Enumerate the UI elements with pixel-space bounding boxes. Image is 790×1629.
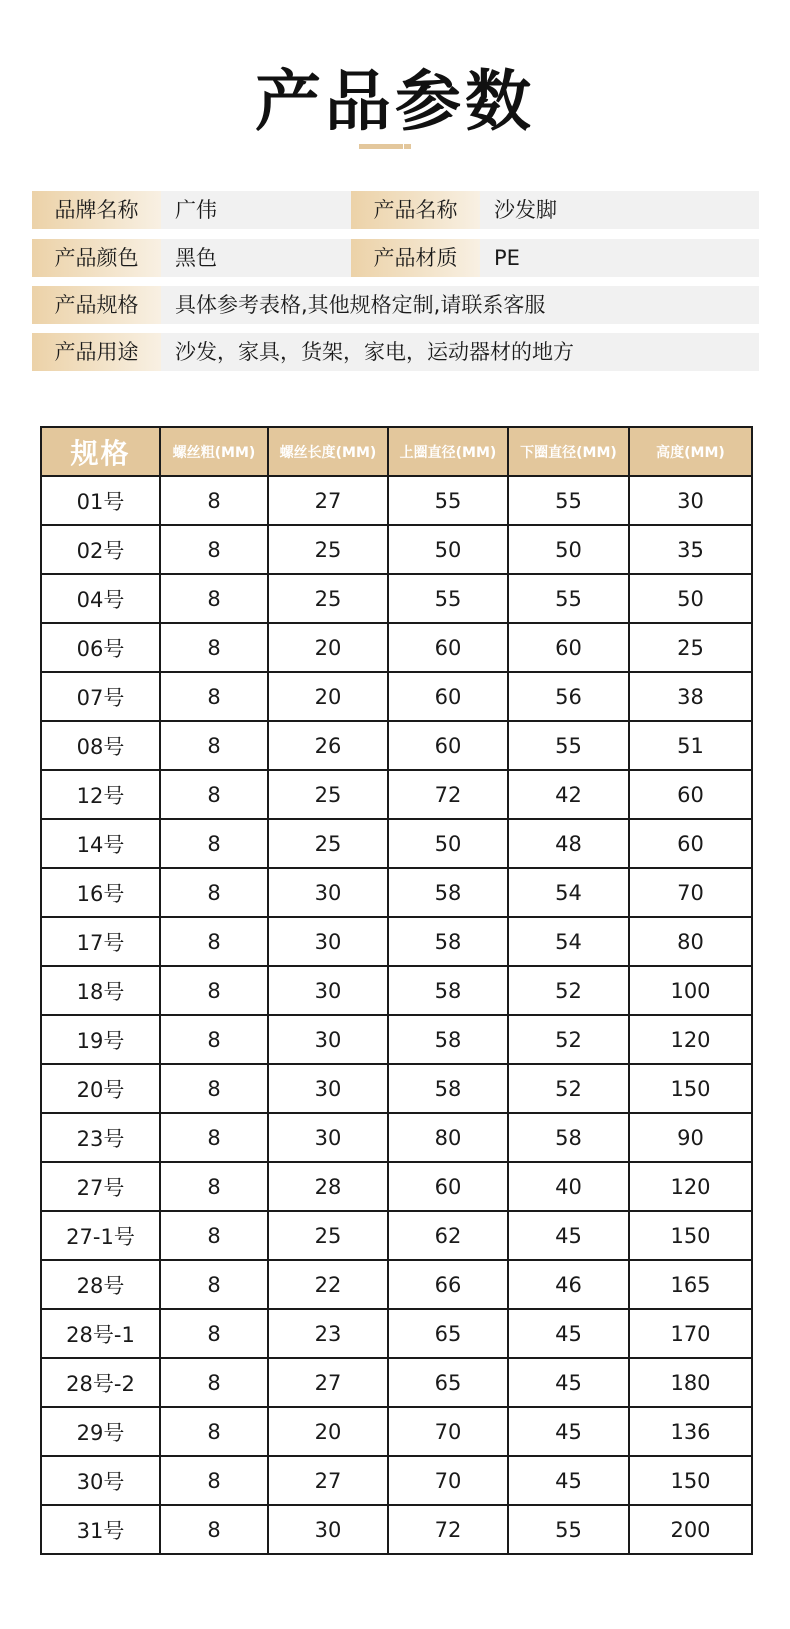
screw-thickness-cell: 8 <box>160 1309 268 1358</box>
screw-length-cell: 30 <box>268 966 388 1015</box>
bottom-ring-diameter-cell: 45 <box>508 1456 629 1505</box>
spec-cell: 23号 <box>41 1113 160 1162</box>
spec-value: 具体参考表格,其他规格定制,请联系客服 <box>161 286 759 324</box>
screw-length-cell: 30 <box>268 1113 388 1162</box>
color-value: 黑色 <box>161 239 351 277</box>
screw-length-cell: 28 <box>268 1162 388 1211</box>
bottom-ring-diameter-cell: 45 <box>508 1358 629 1407</box>
height-cell: 120 <box>629 1162 752 1211</box>
height-cell: 90 <box>629 1113 752 1162</box>
bottom-ring-diameter-cell: 42 <box>508 770 629 819</box>
top-ring-diameter-cell: 66 <box>388 1260 508 1309</box>
spec-cell: 12号 <box>41 770 160 819</box>
bottom-ring-diameter-cell: 45 <box>508 1211 629 1260</box>
top-ring-diameter-cell: 80 <box>388 1113 508 1162</box>
table-row <box>41 623 752 672</box>
bottom-ring-diameter-cell: 54 <box>508 868 629 917</box>
top-ring-diameter-cell: 60 <box>388 721 508 770</box>
height-cell: 100 <box>629 966 752 1015</box>
screw-thickness-cell: 8 <box>160 917 268 966</box>
screw-thickness-cell: 8 <box>160 721 268 770</box>
screw-thickness-cell: 8 <box>160 1358 268 1407</box>
screw-length-cell: 20 <box>268 623 388 672</box>
spec-cell: 18号 <box>41 966 160 1015</box>
header-row <box>41 427 752 476</box>
spec-table <box>40 426 753 1555</box>
color-label: 产品颜色 <box>32 239 161 277</box>
screw-thickness-cell: 8 <box>160 868 268 917</box>
spec-table-header <box>41 427 752 476</box>
bottom-ring-diameter-cell: 48 <box>508 819 629 868</box>
bottom-ring-diameter-cell: 55 <box>508 476 629 525</box>
screw-thickness-cell: 8 <box>160 1015 268 1064</box>
top-ring-diameter-cell: 62 <box>388 1211 508 1260</box>
table-row <box>41 574 752 623</box>
bottom-ring-diameter-cell: 52 <box>508 1015 629 1064</box>
spec-cell: 06号 <box>41 623 160 672</box>
usage-label: 产品用途 <box>32 333 161 371</box>
screw-thickness-cell: 8 <box>160 1260 268 1309</box>
spec-cell: 16号 <box>41 868 160 917</box>
height-cell: 51 <box>629 721 752 770</box>
bottom-ring-diameter-cell: 45 <box>508 1309 629 1358</box>
material-value: PE <box>480 239 759 277</box>
screw-length-cell: 30 <box>268 1505 388 1554</box>
spec-cell: 31号 <box>41 1505 160 1554</box>
height-cell: 180 <box>629 1358 752 1407</box>
product-name-value: 沙发脚 <box>480 191 759 229</box>
table-row <box>41 1309 752 1358</box>
height-cell: 165 <box>629 1260 752 1309</box>
screw-thickness-cell: 8 <box>160 1211 268 1260</box>
spec-header: 规格 <box>41 427 160 476</box>
table-row <box>41 1407 752 1456</box>
table-row <box>41 672 752 721</box>
table-row <box>41 1113 752 1162</box>
screw-thickness-cell: 8 <box>160 672 268 721</box>
spec-cell: 27-1号 <box>41 1211 160 1260</box>
bottom-ring-diameter-cell: 40 <box>508 1162 629 1211</box>
spec-cell: 20号 <box>41 1064 160 1113</box>
bottom-ring-diameter-cell: 56 <box>508 672 629 721</box>
height-cell: 120 <box>629 1015 752 1064</box>
height-cell: 136 <box>629 1407 752 1456</box>
height-cell: 80 <box>629 917 752 966</box>
spec-cell: 08号 <box>41 721 160 770</box>
screw-length-cell: 30 <box>268 917 388 966</box>
table-row <box>41 1358 752 1407</box>
top-ring-diameter-cell: 72 <box>388 770 508 819</box>
screw-thickness-cell: 8 <box>160 1064 268 1113</box>
table-row <box>41 1260 752 1309</box>
material-label: 产品材质 <box>351 239 480 277</box>
bottom-ring-diameter-cell: 50 <box>508 525 629 574</box>
product-name-label: 产品名称 <box>351 191 480 229</box>
table-row <box>41 525 752 574</box>
screw-thickness-cell: 8 <box>160 525 268 574</box>
spec-cell: 01号 <box>41 476 160 525</box>
spec-cell: 19号 <box>41 1015 160 1064</box>
table-row <box>41 1211 752 1260</box>
table-row <box>41 868 752 917</box>
brand-label: 品牌名称 <box>32 191 161 229</box>
spec-cell: 04号 <box>41 574 160 623</box>
bottom-ring-diameter-cell: 55 <box>508 574 629 623</box>
screw-thickness-cell: 8 <box>160 966 268 1015</box>
spec-cell: 29号 <box>41 1407 160 1456</box>
top-ring-diameter-cell: 70 <box>388 1407 508 1456</box>
bottom-ring-diameter-cell: 55 <box>508 1505 629 1554</box>
info-row-color-material <box>32 239 759 277</box>
screw-length-cell: 25 <box>268 574 388 623</box>
screw-thickness-cell: 8 <box>160 1113 268 1162</box>
info-row-brand-name <box>32 191 759 229</box>
bottom-ring-diameter-cell: 55 <box>508 721 629 770</box>
spec-cell: 28号-2 <box>41 1358 160 1407</box>
screw-thickness-cell: 8 <box>160 574 268 623</box>
screw-length-cell: 27 <box>268 1358 388 1407</box>
height-cell: 70 <box>629 868 752 917</box>
top-ring-diameter-cell: 50 <box>388 819 508 868</box>
height-cell: 150 <box>629 1456 752 1505</box>
height-cell: 150 <box>629 1211 752 1260</box>
top-ring-diameter-cell: 65 <box>388 1358 508 1407</box>
top-ring-diameter-cell: 60 <box>388 623 508 672</box>
screw-thickness-header: 螺丝粗(MM) <box>160 427 268 476</box>
table-row <box>41 721 752 770</box>
screw-length-cell: 30 <box>268 868 388 917</box>
top-ring-diameter-cell: 58 <box>388 917 508 966</box>
screw-length-cell: 20 <box>268 672 388 721</box>
brand-value: 广伟 <box>161 191 351 229</box>
table-row <box>41 1505 752 1554</box>
spec-cell: 27号 <box>41 1162 160 1211</box>
bottom-ring-diameter-cell: 52 <box>508 1064 629 1113</box>
height-cell: 25 <box>629 623 752 672</box>
bottom-ring-diameter-cell: 58 <box>508 1113 629 1162</box>
spec-cell: 14号 <box>41 819 160 868</box>
screw-thickness-cell: 8 <box>160 1162 268 1211</box>
height-cell: 38 <box>629 672 752 721</box>
spec-cell: 02号 <box>41 525 160 574</box>
bottom-ring-diameter-cell: 52 <box>508 966 629 1015</box>
bottom-ring-diameter-cell: 60 <box>508 623 629 672</box>
top-ring-diameter-cell: 60 <box>388 1162 508 1211</box>
top-ring-diameter-cell: 50 <box>388 525 508 574</box>
title-underline <box>359 144 403 149</box>
screw-length-cell: 25 <box>268 819 388 868</box>
table-row <box>41 1162 752 1211</box>
screw-thickness-cell: 8 <box>160 1505 268 1554</box>
top-ring-diameter-cell: 60 <box>388 672 508 721</box>
top-ring-diameter-cell: 58 <box>388 966 508 1015</box>
top-ring-diameter-cell: 55 <box>388 574 508 623</box>
screw-length-cell: 25 <box>268 770 388 819</box>
height-cell: 60 <box>629 819 752 868</box>
info-row-spec <box>32 286 759 324</box>
top-ring-diameter-cell: 72 <box>388 1505 508 1554</box>
table-row <box>41 476 752 525</box>
height-cell: 30 <box>629 476 752 525</box>
height-cell: 35 <box>629 525 752 574</box>
spec-cell: 28号-1 <box>41 1309 160 1358</box>
screw-length-cell: 30 <box>268 1064 388 1113</box>
height-cell: 170 <box>629 1309 752 1358</box>
top-ring-diameter-cell: 55 <box>388 476 508 525</box>
screw-length-cell: 20 <box>268 1407 388 1456</box>
spec-label: 产品规格 <box>32 286 161 324</box>
bottom-ring-diameter-cell: 54 <box>508 917 629 966</box>
info-row-usage <box>32 333 759 371</box>
bottom-ring-diameter-header: 下圈直径(MM) <box>508 427 629 476</box>
screw-length-header: 螺丝长度(MM) <box>268 427 388 476</box>
table-row <box>41 1015 752 1064</box>
screw-length-cell: 25 <box>268 1211 388 1260</box>
bottom-ring-diameter-cell: 45 <box>508 1407 629 1456</box>
table-row <box>41 1456 752 1505</box>
top-ring-diameter-header: 上圈直径(MM) <box>388 427 508 476</box>
spec-table-body <box>41 476 752 1554</box>
screw-length-cell: 23 <box>268 1309 388 1358</box>
table-row <box>41 819 752 868</box>
height-header: 高度(MM) <box>629 427 752 476</box>
screw-length-cell: 27 <box>268 1456 388 1505</box>
screw-thickness-cell: 8 <box>160 623 268 672</box>
spec-cell: 28号 <box>41 1260 160 1309</box>
bottom-ring-diameter-cell: 46 <box>508 1260 629 1309</box>
page-title: 产品参数 <box>255 63 535 140</box>
table-row <box>41 966 752 1015</box>
screw-thickness-cell: 8 <box>160 819 268 868</box>
screw-thickness-cell: 8 <box>160 1407 268 1456</box>
screw-length-cell: 26 <box>268 721 388 770</box>
screw-thickness-cell: 8 <box>160 476 268 525</box>
height-cell: 50 <box>629 574 752 623</box>
height-cell: 200 <box>629 1505 752 1554</box>
top-ring-diameter-cell: 58 <box>388 1015 508 1064</box>
top-ring-diameter-cell: 58 <box>388 868 508 917</box>
screw-length-cell: 25 <box>268 525 388 574</box>
top-ring-diameter-cell: 65 <box>388 1309 508 1358</box>
top-ring-diameter-cell: 70 <box>388 1456 508 1505</box>
height-cell: 150 <box>629 1064 752 1113</box>
table-row <box>41 770 752 819</box>
spec-cell: 17号 <box>41 917 160 966</box>
usage-value: 沙发，家具，货架，家电，运动器材的地方 <box>161 333 759 371</box>
height-cell: 60 <box>629 770 752 819</box>
screw-length-cell: 22 <box>268 1260 388 1309</box>
title-underline-dot <box>404 144 411 149</box>
table-row <box>41 1064 752 1113</box>
screw-thickness-cell: 8 <box>160 1456 268 1505</box>
spec-cell: 30号 <box>41 1456 160 1505</box>
spec-cell: 07号 <box>41 672 160 721</box>
screw-length-cell: 30 <box>268 1015 388 1064</box>
top-ring-diameter-cell: 58 <box>388 1064 508 1113</box>
screw-thickness-cell: 8 <box>160 770 268 819</box>
table-row <box>41 917 752 966</box>
screw-length-cell: 27 <box>268 476 388 525</box>
